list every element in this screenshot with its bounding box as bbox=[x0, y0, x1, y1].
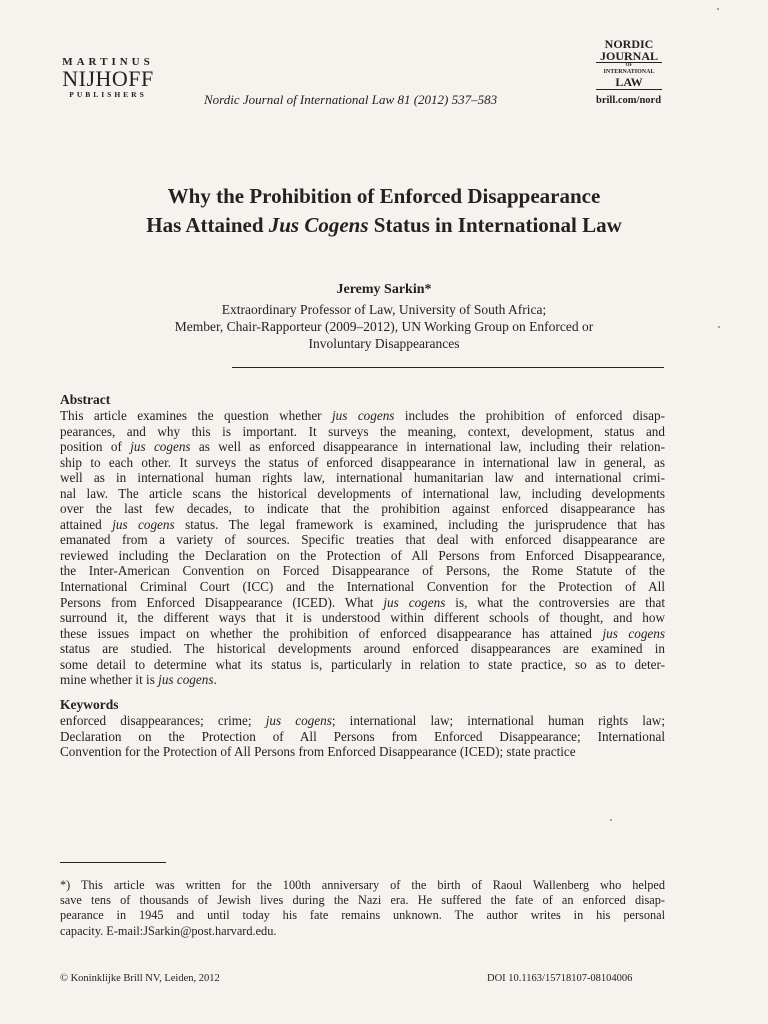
title-part: Has Attained bbox=[146, 213, 269, 237]
footnote bbox=[60, 878, 665, 939]
journal-logo-line: NORDIC bbox=[604, 37, 654, 51]
article-title bbox=[60, 182, 708, 240]
footnote-line: save tens of thousands of Jewish lives during the Nazi era. He suffered the fate of an enforced disap- bbox=[60, 893, 665, 908]
journal-logo-line: JOURNAL bbox=[599, 49, 658, 63]
footnote-line: capacity. E-mail:JSarkin@post.harvard.edu. bbox=[60, 923, 277, 938]
keywords-line: enforced disappearances; crime; jus cogens; international law; international human rights law; bbox=[60, 713, 665, 728]
publisher-logo-top: MARTINUS bbox=[62, 56, 154, 68]
title-italic-part: Jus Cogens bbox=[268, 213, 369, 237]
publisher-logo bbox=[60, 56, 156, 99]
abstract-line: the Inter-American Convention on Forced Disappearance of Persons, the Rome Statute of the bbox=[60, 563, 665, 579]
keywords-line: Convention for the Protection of All Persons from Enforced Disappearance (ICED); state practice bbox=[60, 744, 576, 760]
abstract-line: This article examines the question whether jus cogens includes the prohibition of enforced disap- bbox=[60, 408, 665, 423]
abstract-heading: Abstract bbox=[60, 392, 111, 407]
abstract-line: status are studied. The historical developments around enforced disappearances are examined in bbox=[60, 641, 665, 657]
journal-citation: Nordic Journal of International Law 81 (2012) 537–583 bbox=[204, 92, 498, 107]
affiliation-line: Involuntary Disappearances bbox=[308, 336, 460, 351]
affiliation-line: Extraordinary Professor of Law, University of South Africa; bbox=[221, 302, 547, 317]
abstract-line: ship to each other. It surveys the status of enforced disappearance in international law in general, as bbox=[60, 454, 665, 470]
keywords-heading: Keywords bbox=[60, 697, 119, 712]
scan-speck bbox=[610, 819, 612, 821]
abstract-line: these issues impact on whether the prohibition of enforced disappearance has attained jus cogens bbox=[60, 625, 666, 641]
copyright-notice: © Koninklijke Brill NV, Leiden, 2012 bbox=[60, 973, 220, 984]
abstract-line: International Criminal Court (ICC) and the International Convention for the Protection of All bbox=[60, 579, 665, 595]
keywords-body bbox=[60, 713, 665, 760]
scan-speck bbox=[717, 8, 719, 10]
abstract-line: some detail to determine what its status is, particularly in relation to state practice, so as to deter- bbox=[60, 656, 665, 672]
author-affiliation bbox=[60, 301, 708, 352]
author-name: Jeremy Sarkin* bbox=[336, 282, 432, 297]
abstract-line: pearances, and why this is important. It surveys the meaning, context, development, status and bbox=[60, 423, 665, 439]
journal-logo bbox=[596, 38, 662, 90]
abstract-line: nal law. The article scans the historical developments of international law, including developments bbox=[60, 485, 665, 501]
abstract-line: mine whether it is jus cogens. bbox=[60, 672, 217, 688]
title-part: Status in International Law bbox=[368, 213, 622, 237]
abstract-body bbox=[60, 408, 665, 688]
abstract-line: reviewed including the Declaration on the Protection of All Persons from Enforced Disappearance, bbox=[60, 547, 665, 563]
keywords-line: Declaration on the Protection of All Persons from Enforced Disappearance; International bbox=[60, 728, 665, 744]
abstract-line: Persons from Enforced Disappearance (ICED). What jus cogens is, what the controversies are that bbox=[60, 594, 665, 610]
abstract-line: well as in international human rights law, international humanitarian law and international crimi- bbox=[60, 470, 665, 486]
publisher-logo-bottom: PUBLISHERS bbox=[69, 90, 147, 99]
title-line-2 bbox=[60, 211, 708, 240]
journal-url[interactable]: brill.com/nord bbox=[596, 95, 662, 106]
publisher-logo-name: NIJHOFF bbox=[62, 66, 154, 91]
journal-logo-line: OF bbox=[596, 62, 662, 69]
abstract-line: over the last few decades, to indicate that the prohibition against enforced disappearance has bbox=[60, 501, 665, 517]
footnote-line: pearance in 1945 and until today his fate remains unknown. The author writes in his personal bbox=[60, 908, 665, 923]
doi: DOI 10.1163/15718107-08104006 bbox=[487, 973, 633, 984]
affiliation-line: Member, Chair-Rapporteur (2009–2012), UN Working Group on Enforced or bbox=[174, 319, 594, 334]
title-line-1: Why the Prohibition of Enforced Disappearance bbox=[167, 184, 601, 208]
abstract-line: attained jus cogens status. The legal framework is examined, including the jurisprudence that has bbox=[60, 516, 665, 532]
abstract-line: surround it, the different ways that it is understood within different schools of thought, and how bbox=[60, 610, 665, 626]
footnote-line: *) This article was written for the 100th anniversary of the birth of Raoul Wallenberg who helped bbox=[60, 878, 665, 892]
footnote-divider bbox=[60, 862, 166, 863]
scan-speck bbox=[718, 326, 720, 328]
journal-logo-line: INTERNATIONAL bbox=[603, 69, 655, 75]
journal-logo-line: LAW bbox=[596, 76, 662, 90]
abstract-line: emanated from a variety of sources. Specific treaties that deal with enforced disappearance are bbox=[60, 532, 665, 548]
title-divider bbox=[232, 367, 664, 368]
abstract-line: position of jus cogens as well as enforced disappearance in international law, including their relation- bbox=[60, 439, 666, 455]
